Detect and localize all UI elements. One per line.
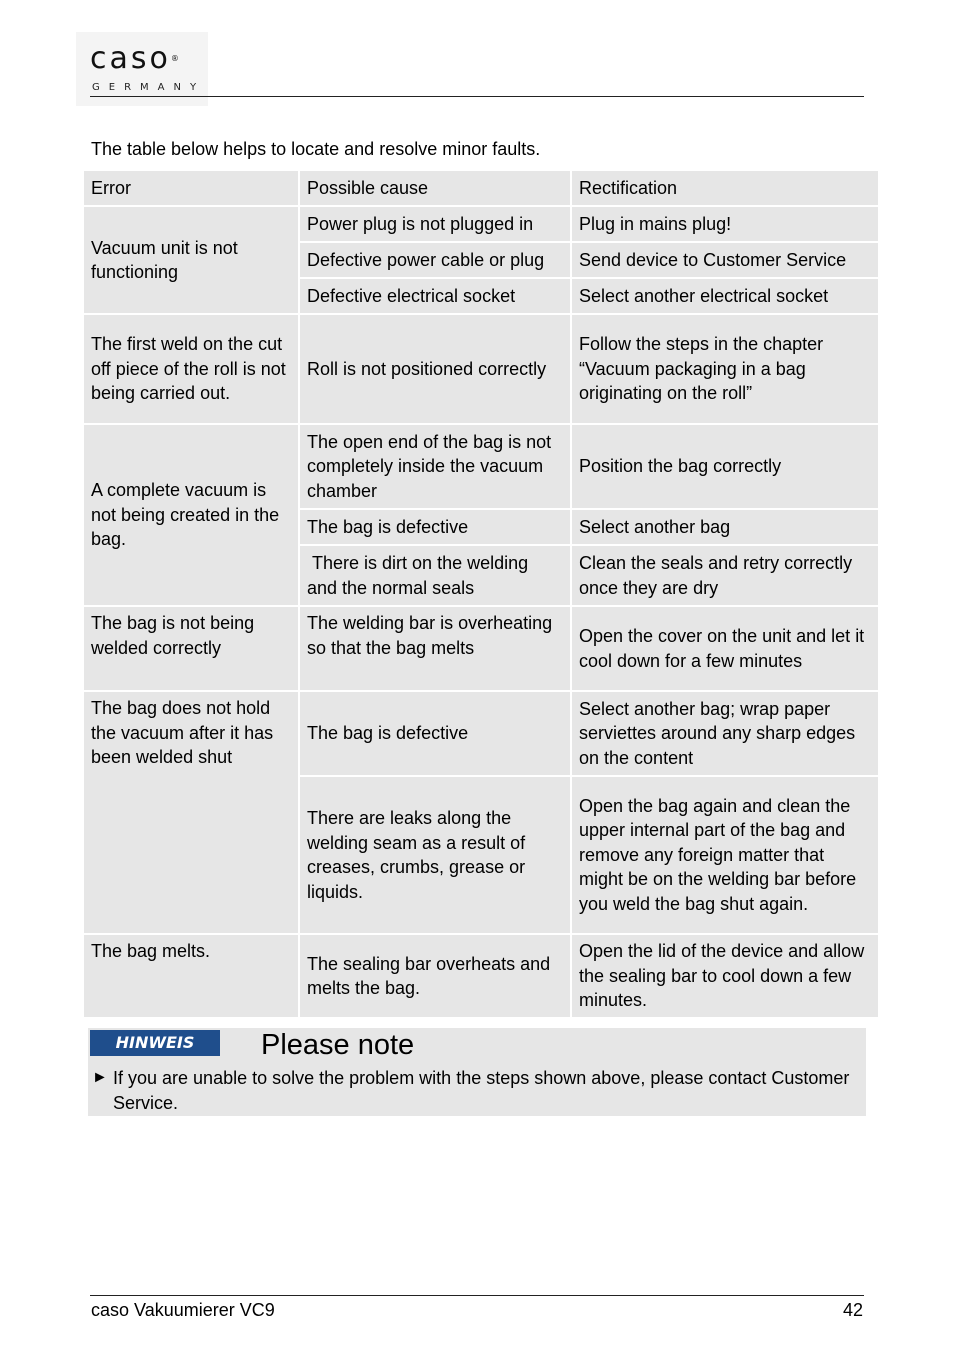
cause-cell: The bag is defective [299,509,571,545]
footer-divider [90,1295,864,1296]
table-row [83,206,879,242]
troubleshooting-table [82,169,880,1019]
cause-cell: The welding bar is overheating so that the bag melts [299,606,571,691]
header-divider [90,96,864,97]
note-content [92,1066,852,1115]
fix-cell: Open the bag again and clean the upper internal part of the bag and remove any foreign matter that might be on the welding bar before you weld the bag shut again. [571,776,879,934]
fix-cell: Follow the steps in the chapter “Vacuum packaging in a bag originating on the roll” [571,314,879,424]
table-row [83,691,879,776]
header-cause: Possible cause [299,170,571,206]
fix-cell: Select another bag [571,509,879,545]
hinweis-badge: HINWEIS [90,1030,220,1056]
table-row [83,314,879,424]
brand-registered-mark: ® [170,54,179,63]
error-cell: The bag is not being welded correctly [83,606,299,691]
cause-cell: There is dirt on the welding and the normal seals [299,545,571,606]
cause-cell: Roll is not positioned correctly [299,314,571,424]
cause-cell: The sealing bar overheats and melts the bag. [299,934,571,1018]
fix-cell: Select another electrical socket [571,278,879,314]
error-cell: A complete vacuum is not being created in the bag. [83,424,299,606]
error-cell: The bag does not hold the vacuum after it has been welded shut [83,691,299,934]
brand-name [90,42,179,76]
fix-cell: Plug in mains plug! [571,206,879,242]
fix-cell: Position the bag correctly [571,424,879,509]
table-row [83,934,879,1018]
table-row [83,424,879,509]
note-box [88,1028,866,1116]
cause-cell: Defective electrical socket [299,278,571,314]
fix-cell: Open the cover on the unit and let it cool down for a few minutes [571,606,879,691]
header-fix: Rectification [571,170,879,206]
page-number: 42 [842,1300,863,1320]
table-row [83,606,879,691]
fix-cell: Select another bag; wrap paper serviettes around any sharp edges on the content [571,691,879,776]
header-error: Error [83,170,299,206]
fix-cell: Open the lid of the device and allow the sealing bar to cool down a few minutes. [571,934,879,1018]
fix-cell: Send device to Customer Service [571,242,879,278]
bullet-arrow-icon: ► [92,1069,108,1086]
brand-word: caso [90,41,171,76]
note-title: Please note [261,1029,415,1061]
brand-subtitle: GERMANY [92,82,206,93]
error-cell: The bag melts. [83,934,299,1018]
cause-cell: Power plug is not plugged in [299,206,571,242]
cause-cell: The bag is defective [299,691,571,776]
note-body: If you are unable to solve the problem with the steps shown above, please contact Customer Service. [113,1068,850,1113]
table-header-row [83,170,879,206]
footer-title: caso Vakuumierer VC9 [91,1300,275,1320]
fix-cell: Clean the seals and retry correctly once they are dry [571,545,879,606]
cause-cell: Defective power cable or plug [299,242,571,278]
intro-text: The table below helps to locate and resolve minor faults. [91,139,541,159]
brand-logo [76,32,208,106]
error-cell: The first weld on the cut off piece of the roll is not being carried out. [83,314,299,424]
cause-cell: There are leaks along the welding seam as a result of creases, crumbs, grease or liquids. [299,776,571,934]
cause-cell: The open end of the bag is not completely inside the vacuum chamber [299,424,571,509]
error-cell: Vacuum unit is not functioning [83,206,299,314]
